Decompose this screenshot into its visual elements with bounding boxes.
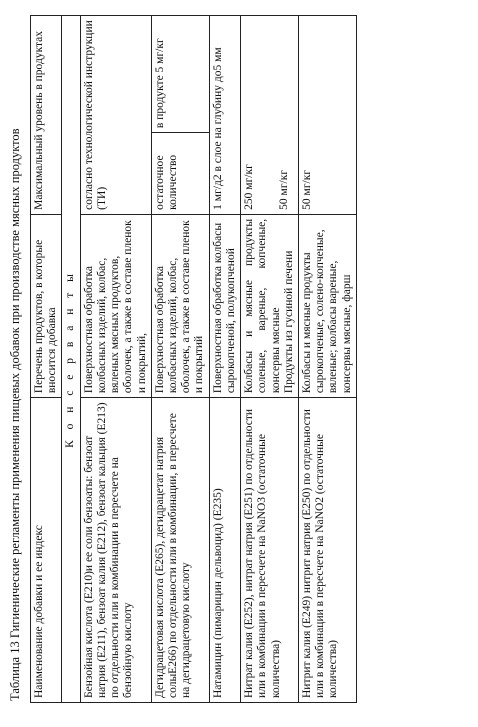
header-level: Максимальный уровень в продуктах (31, 16, 62, 215)
max-level: остаточное количество (151, 133, 209, 215)
product-list-cell (241, 214, 299, 397)
table-row (151, 16, 209, 703)
additive-name: Дегидрацетовая кислота (E265), дегидрацетат натрия солыЕ266) по отдельности или в комбинации, в пересчете на дегидрацетовую кислоту (151, 398, 209, 703)
product-list-extra: Продукты из гусиной печени (282, 250, 295, 394)
max-level: 1 мг/д2 в слое на глубину до5 мм (209, 16, 240, 215)
table-caption: Таблица 13 Гигиенические регламенты применения пищевых добавок при производстве мясных продуктов (8, 128, 22, 701)
max-level-note: в продукте 5 мг/кг (151, 16, 209, 133)
max-level: 50 мг/кг (298, 16, 356, 215)
max-level: согласно технологической инструкции (ТИ) (80, 16, 151, 215)
product-list: Колбасы и мясные продукты сырокопченые, солено-копченые, вяленые; колбасы вареные, консервы мясные, фарш (298, 214, 356, 397)
additive-name: Нитрат калия (E252), нитрат натрия (E251) по отдельности или в комбинации в пересчете на NaNO3 (остаточные количества) (241, 398, 299, 703)
header-name: Наименование добавки и ее индекс (31, 398, 62, 703)
table-row (80, 16, 151, 703)
product-list: Колбасы и мясные продукты соленые, вареные, копченые, консервы мясные (243, 218, 282, 394)
regulations-table (30, 15, 357, 703)
product-list: Поверхностная обработка колбасы сырокопченой, полукопченой (209, 214, 240, 397)
additive-name: Бензойная кислота (E210)и ее соли бензоаты: бензоат натрия (E211), бензоат калия (E212), бензоат кальция (E213) по отдельности или в комбинации в пересчете на бензойную кислоту (80, 398, 151, 703)
product-list: Поверхностная обработка колбасных изделий, колбас, оболочек, а также в составе пленок и покрытий (151, 214, 209, 397)
table-row (298, 16, 356, 703)
product-list: Поверхностная обработка колбасных изделий, колбас, вяленых мясных продуктов, оболочек, а также в составе пленок и покрытий, (80, 214, 151, 397)
section-row (62, 16, 80, 703)
max-level: 250 мг/кг (243, 164, 256, 210)
section-title: К о н с е р в а н т ы (62, 16, 80, 703)
max-level-extra: 50 мг/кг (278, 169, 291, 210)
additive-name: Нитрит калия (E249) нитрит натрия (E250) по отдельности или в комбинации в пересчете на NaNO2 (остаточные количества) (298, 398, 356, 703)
header-row (31, 16, 62, 703)
header-products: Перечень продуктов, в которые вносится добавка (31, 214, 62, 397)
table-row (241, 16, 299, 703)
max-level-cell (241, 16, 299, 215)
additive-name: Натамицин (пимарицин дельвоцид) (E235) (209, 398, 240, 703)
table-row (209, 16, 240, 703)
